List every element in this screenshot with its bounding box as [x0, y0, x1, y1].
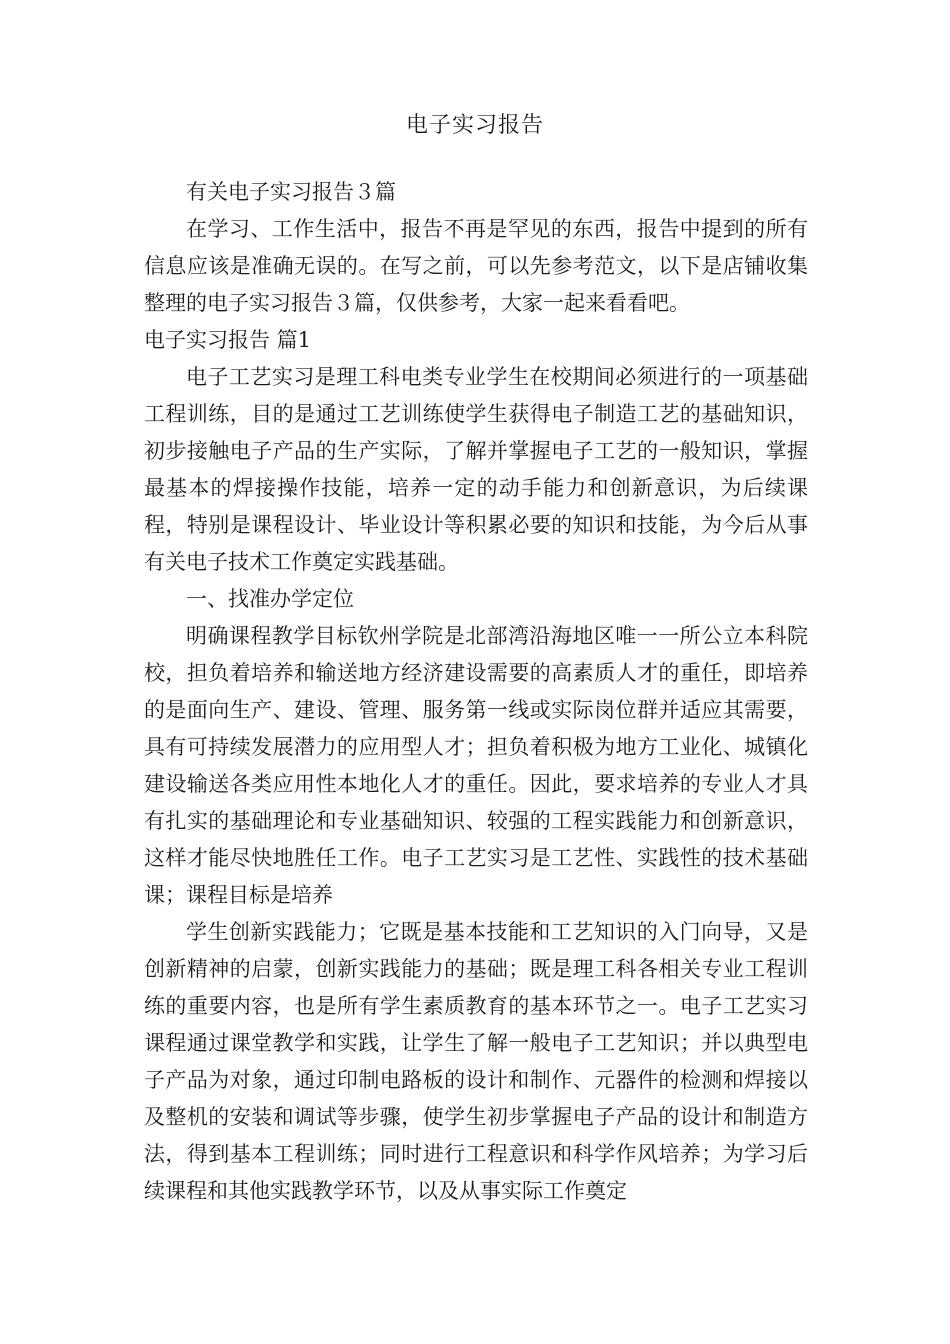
paragraph-intro: 在学习、工作生活中，报告不再是罕见的东西，报告中提到的所有信息应该是准确无误的。在写之前，可以先参考范文，以下是店铺收集整理的电子实习报告３篇，仅供参考，大家一起来看看吧。 — [144, 217, 808, 315]
paragraph-objectives: 明确课程教学目标钦州学院是北部湾沿海地区唯一一所公立本科院校，担负着培养和输送地方经济建设需要的高素质人才的重任，即培养的是面向生产、建设、管理、服务第一线或实际岗位群并适应其需要，具有可持续发展潜力的应用型人才；担负着积极为地方工业化、城镇化建设输送各类应用性本地化人才的重任。因此，要求培养的专业人才具有扎实的基础理论和专业基础知识、较强的工程实践能力和创新意识，这样才能尽快地胜任工作。电子工艺实习是工艺性、实践性的技术基础课；课程目标是培养 — [144, 624, 808, 907]
document-body — [144, 174, 808, 1210]
section-heading-part-1: 电子实习报告 篇1 — [144, 328, 312, 352]
document-title: 电子实习报告 — [405, 113, 544, 138]
section-heading-positioning: 一、找准办学定位 — [186, 587, 354, 611]
paragraph-purpose: 电子工艺实习是理工科电类专业学生在校期间必须进行的一项基础工程训练，目的是通过工艺训练使学生获得电子制造工艺的基础知识，初步接触电子产品的生产实际，了解并掌握电子工艺的一般知识，掌握最基本的焊接操作技能，培养一定的动手能力和创新意识，为后续课程，特别是课程设计、毕业设计等积累必要的知识和技能，为今后从事有关电子技术工作奠定实践基础。 — [144, 365, 808, 574]
paragraph-subtitle: 有关电子实习报告３篇 — [186, 180, 396, 204]
paragraph-innovation: 学生创新实践能力；它既是基本技能和工艺知识的入门向导，又是创新精神的启蒙，创新实践能力的基础；既是理工科各相关专业工程训练的重要内容，也是所有学生素质教育的基本环节之一。电子工艺实习课程通过课堂教学和实践，让学生了解一般电子工艺知识；并以典型电子产品为对象，通过印制电路板的设计和制作、元器件的检测和焊接以及整机的安装和调试等步骤，使学生初步掌握电子产品的设计和制造方法，得到基本工程训练；同时进行工程意识和科学作风培养；为学习后续课程和其他实践教学环节，以及从事实际工作奠定 — [144, 920, 808, 1203]
